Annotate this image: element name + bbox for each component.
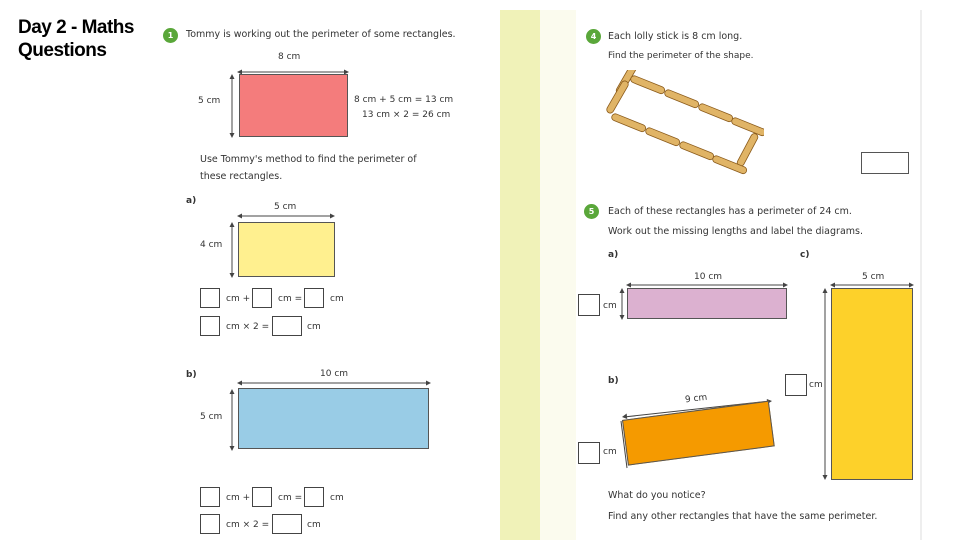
q5a-width-label: 10 cm — [694, 272, 723, 282]
q1b-rectangle — [238, 388, 429, 449]
q5a-rectangle — [627, 288, 787, 319]
q4-line1: Each lolly stick is 8 cm long. — [608, 31, 743, 42]
slide-title — [18, 16, 134, 62]
q1b-width-label: 10 cm — [320, 369, 349, 379]
q5b-unit: cm — [603, 447, 617, 457]
page-gutter-strip — [500, 10, 540, 540]
q5-part-c-label: c) — [800, 250, 810, 260]
q1b-height-label: 5 cm — [200, 412, 223, 422]
q1a-answer-box-1[interactable] — [200, 288, 220, 308]
q5a-answer-box[interactable] — [578, 294, 600, 316]
q1b-cm-eq: cm = — [278, 493, 303, 503]
q1b-answer-box-1[interactable] — [200, 487, 220, 507]
q5-line2: Work out the missing lengths and label the diagrams. — [608, 226, 863, 237]
q1b-answer-box-2[interactable] — [252, 487, 272, 507]
lolly-stick-shape — [604, 70, 764, 180]
q1-instruction-line2: these rectangles. — [200, 171, 283, 182]
q5c-height-arrow — [821, 288, 829, 480]
q5b-answer-box[interactable] — [578, 442, 600, 464]
example-rectangle — [239, 74, 348, 137]
q1a-cm-x2: cm × 2 = — [226, 322, 270, 332]
q1b-width-arrow — [236, 378, 432, 388]
q1b-answer-box-3[interactable] — [304, 487, 324, 507]
example-working-line1: 8 cm + 5 cm = 13 cm — [354, 95, 454, 105]
question-number-5: 5 — [584, 204, 599, 219]
q5c-unit: cm — [809, 380, 823, 390]
q5-notice-text: What do you notice? — [608, 490, 706, 501]
q1-instruction-line1: Use Tommy's method to find the perimeter of — [200, 154, 417, 165]
example-height-arrow — [228, 74, 236, 138]
q1a-cm-final: cm — [307, 322, 321, 332]
q1b-cm-plus: cm + — [226, 493, 251, 503]
q1a-cm: cm — [330, 294, 344, 304]
q1a-height-arrow — [228, 222, 236, 278]
q1-text: Tommy is working out the perimeter of some rectangles. — [186, 29, 456, 40]
q5b-width-label: 9 cm — [684, 392, 708, 406]
q1b-answer-box-5[interactable] — [272, 514, 302, 534]
q5-find-text: Find any other rectangles that have the same perimeter. — [608, 511, 878, 522]
q1a-rectangle — [238, 222, 335, 277]
example-height-label: 5 cm — [198, 96, 221, 106]
q1a-answer-box-2[interactable] — [252, 288, 272, 308]
q1a-width-label: 5 cm — [274, 202, 297, 212]
q4-line2: Find the perimeter of the shape. — [608, 51, 754, 61]
example-width-label: 8 cm — [278, 52, 301, 62]
q1a-cm-plus: cm + — [226, 294, 251, 304]
question-number-4: 4 — [586, 29, 601, 44]
q1-part-a-label: a) — [186, 196, 197, 206]
page-edge — [920, 10, 922, 540]
q1-part-b-label: b) — [186, 370, 197, 380]
q5c-answer-box[interactable] — [785, 374, 807, 396]
q5a-height-arrow — [618, 288, 626, 320]
question-number-1: 1 — [163, 28, 178, 43]
page-margin-strip — [540, 10, 576, 540]
q5c-width-label: 5 cm — [862, 272, 885, 282]
q1a-answer-box-5[interactable] — [272, 316, 302, 336]
q1b-cm-x2: cm × 2 = — [226, 520, 270, 530]
q1a-answer-box-3[interactable] — [304, 288, 324, 308]
q1b-cm-final: cm — [307, 520, 321, 530]
slide-title-line2: Questions — [18, 40, 107, 61]
example-working-line2: 13 cm × 2 = 26 cm — [362, 110, 451, 120]
q5a-unit: cm — [603, 301, 617, 311]
q4-answer-box[interactable] — [861, 152, 909, 174]
slide-title-line1: Day 2 - Maths — [18, 17, 134, 38]
q5c-rectangle — [831, 288, 913, 480]
q1a-cm-eq: cm = — [278, 294, 303, 304]
q1b-height-arrow — [228, 389, 236, 451]
q1b-cm: cm — [330, 493, 344, 503]
q1a-height-label: 4 cm — [200, 240, 223, 250]
q5-line1: Each of these rectangles has a perimeter of 24 cm. — [608, 206, 852, 217]
q1a-answer-box-4[interactable] — [200, 316, 220, 336]
q1b-answer-box-4[interactable] — [200, 514, 220, 534]
q5-part-b-label: b) — [608, 376, 619, 386]
q1a-width-arrow — [236, 211, 336, 221]
q5-part-a-label: a) — [608, 250, 619, 260]
